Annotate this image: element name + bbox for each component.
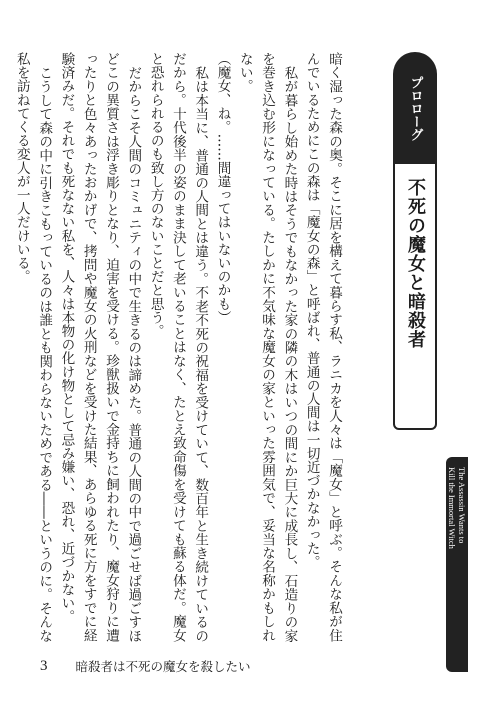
paragraph: （魔女、ね。……間違ってはいないのかも） — [214, 52, 231, 324]
chapter-label-text: プロローグ — [407, 75, 423, 141]
chapter-title-box — [393, 164, 437, 430]
chapter-heading-column — [354, 52, 467, 642]
page-number: 3 — [40, 657, 48, 674]
running-title: 暗殺者は不死の魔女を殺したい — [75, 659, 251, 674]
page-footer — [40, 656, 251, 676]
paragraph: 私が暮らし始めた時はそうでもなかった家の隣の木はいつの間にか巨大に成長し、石造りの家を巻き込む形になっている。たしかに不気味な魔女の家といった雰囲気で、妥当な名称かもしれない。 — [236, 52, 298, 642]
body-text — [13, 52, 345, 642]
paragraph: 暗く湿った森の奥。そこに居を構えて暮らす私、ラニカを人々は「魔女」と呼ぶ。そんな私が住んでいるためにこの森は「魔女の森」と呼ばれ、普通の人間は一切近づかなかった。 — [303, 52, 342, 642]
paragraph: だからこそ人間のコミュニティの中で生きるのは諦めた。普通の人間の中で過ごせば過ごすほどこの異質さは浮き彫りとなり、迫害を受ける。珍獣扱いで金持ちに飼われたり、魔女狩りに遭ったりと色々あったおかげで、拷問や魔女の火刑などを受けた結果、あらゆる死に方をすでに経験済みだ。それでも死なない私を、人々は本物の化け物として忌み嫌い、恐れ、近づかない。 — [58, 52, 142, 642]
chapter-title: 不死の魔女と暗殺者 — [405, 178, 426, 349]
paragraph: 私は本当に、普通の人間とは違う。不老不死の祝福を受けていて、数百年と生き続けているのだから。十代後半の姿のまま決して老いることはなく、たとえ致命傷を受けても蘇る体だ。魔女と恐れられるのも致し方のないことだと思う。 — [147, 52, 209, 642]
side-tab — [446, 457, 468, 672]
paragraph: こうして森の中に引きこもっているのは誰とも関わらないためである――というのに。そんな私を訪ねてくる変人が一人だけいる。 — [13, 52, 53, 642]
chapter-label — [393, 52, 437, 164]
side-tab-text: The Assassin Wants to Kill the Immortal Witch — [447, 467, 467, 549]
